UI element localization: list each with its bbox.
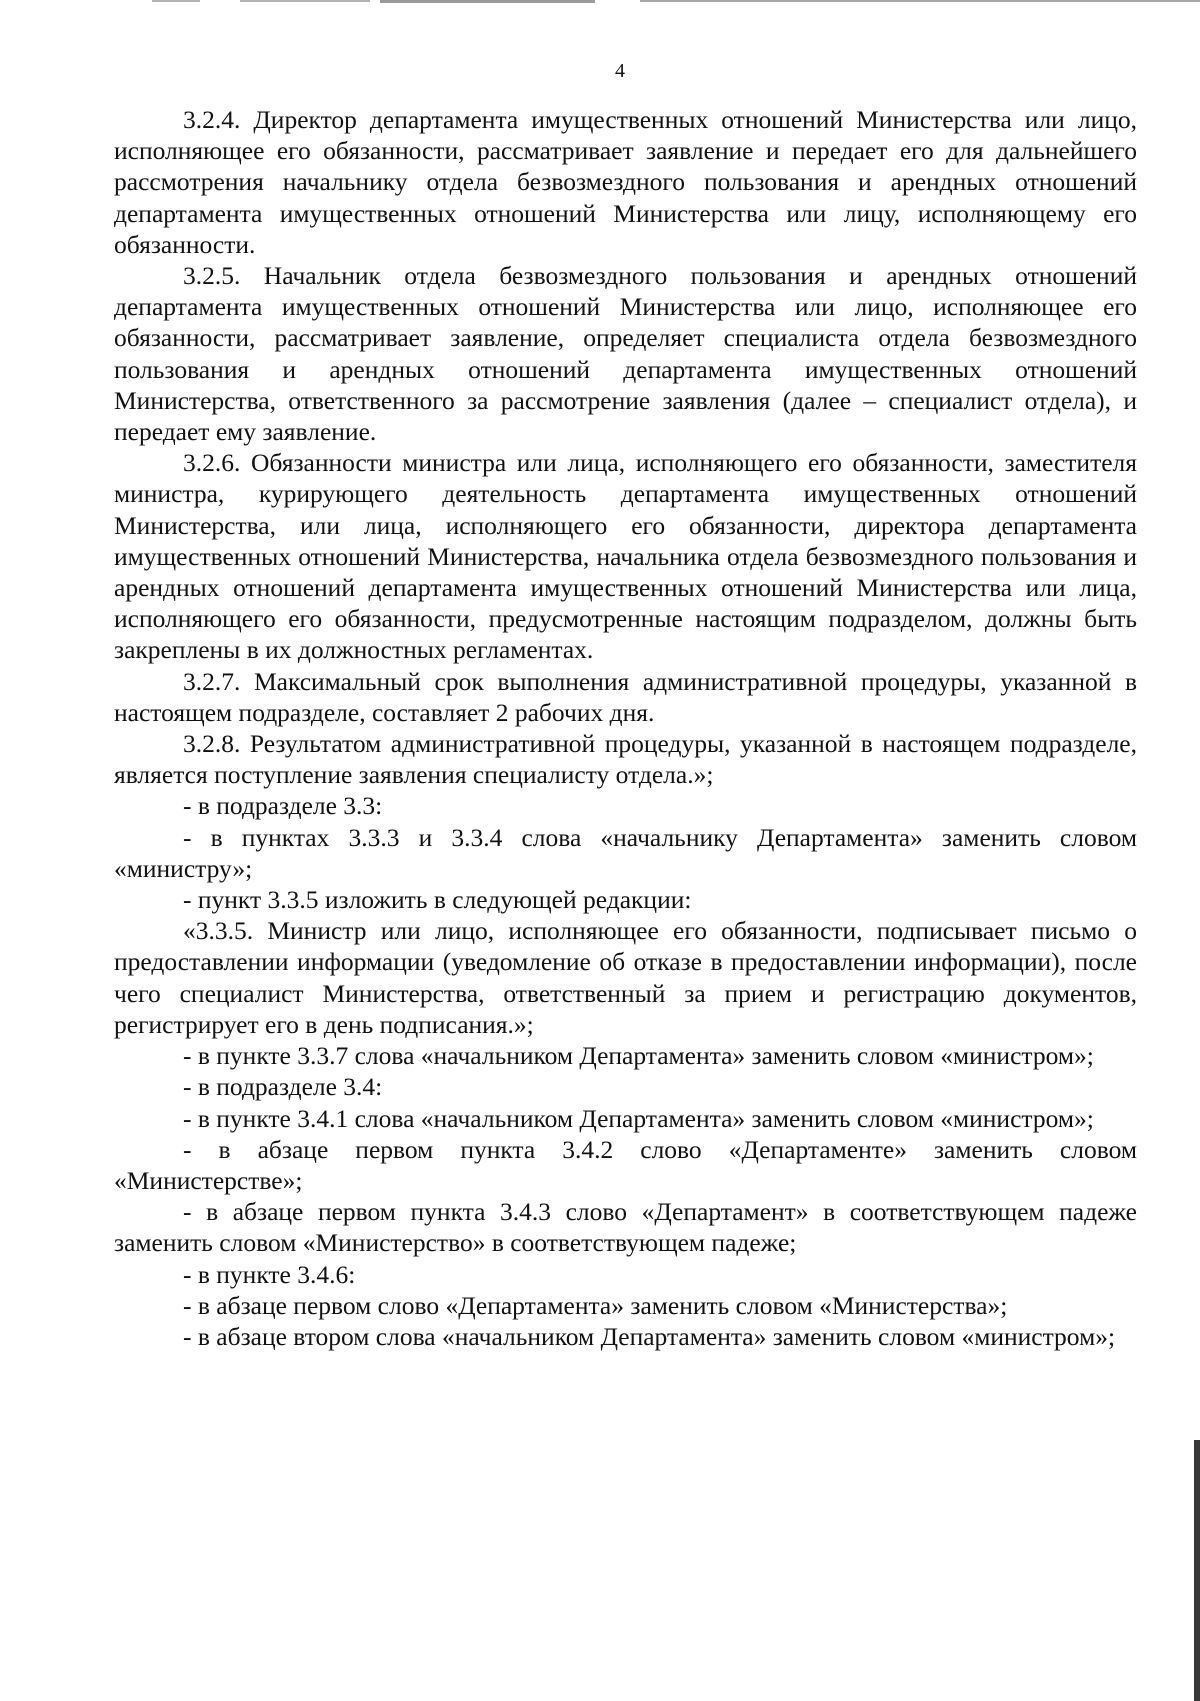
paragraph-3-2-4: 3.2.4. Директор департамента имущественных отношений Министерства или лицо, исполняющее его обязанности, рассматривает заявление и передает его для дальнейшего рассмотрения начальнику отдела безвозмездного пользования и арендных отношений департамента имущественных отношений Министерства или лицу, исполняющему его обязанности. <box>114 105 1137 259</box>
list-item-point-3-4-3: - в абзаце первом пункта 3.4.3 слово «Департамент» в соответствующем падеже заменить словом «Министерство» в соответствующем падеже; <box>114 1197 1137 1258</box>
list-item-subsection-3-3: - в подразделе 3.3: <box>183 791 383 821</box>
scan-top-edge-3 <box>380 0 595 3</box>
paragraph-3-2-5: 3.2.5. Начальник отдела безвозмездного пользования и арендных отношений департамента имущественных отношений Министерства или лицо, исполняющее его обязанности, рассматривает заявление, определяет специалиста отдела безвозмездного пользования и арендных отношений департамента имущественных отношений Министерства, ответственного за рассмотрение заявления (далее – специалист отдела), и передает ему заявление. <box>114 261 1137 447</box>
scan-right-edge <box>1194 1440 1200 1701</box>
scan-top-edge-2 <box>240 0 370 2</box>
paragraph-3-3-5-new-text: «3.3.5. Министр или лицо, исполняющее его обязанности, подписывает письмо о предоставлении информации (уведомление об отказе в предоставлении информации), после чего специалист Министерства, ответственный за прием и регистрацию документов, регистрирует его в день подписания.»; <box>114 916 1137 1039</box>
document-body <box>114 104 1137 1352</box>
paragraph-3-2-8: 3.2.8. Результатом административной процедуры, указанной в настоящем подразделе, является поступление заявления специалисту отдела.»; <box>114 729 1137 790</box>
page-number: 4 <box>615 60 625 82</box>
scan-top-edge-4 <box>640 0 1200 2</box>
list-item-point-3-3-7: - в пункте 3.3.7 слова «начальником Департамента» заменить словом «министром»; <box>183 1041 1094 1071</box>
list-item-points-3-3-3-3-3-4: - в пунктах 3.3.3 и 3.3.4 слова «начальнику Департамента» заменить словом «министру»; <box>114 822 1137 883</box>
list-item-3-4-6-paragraph-1: - в абзаце первом слово «Департамента» заменить словом «Министерства»; <box>183 1290 1008 1320</box>
list-item-point-3-4-2: - в абзаце первом пункта 3.4.2 слово «Департаменте» заменить словом «Министерстве»; <box>114 1134 1137 1195</box>
list-item-point-3-4-6: - в пункте 3.4.6: <box>183 1259 356 1289</box>
list-item-3-4-6-paragraph-2: - в абзаце втором слова «начальником Департамента» заменить словом «министром»; <box>183 1321 1116 1351</box>
paragraph-3-2-7: 3.2.7. Максимальный срок выполнения административной процедуры, указанной в настоящем подразделе, составляет 2 рабочих дня. <box>114 666 1137 727</box>
scan-top-edge-1 <box>152 0 200 2</box>
list-item-subsection-3-4: - в подразделе 3.4: <box>183 1072 383 1102</box>
list-item-point-3-3-5-intro: - пункт 3.3.5 изложить в следующей редакции: <box>183 885 692 915</box>
list-item-point-3-4-1: - в пункте 3.4.1 слова «начальником Департамента» заменить словом «министром»; <box>183 1103 1094 1133</box>
paragraph-3-2-6: 3.2.6. Обязанности министра или лица, исполняющего его обязанности, заместителя министра, курирующего деятельность департамента имущественных отношений Министерства, или лица, исполняющего его обязанности, директора департамента имущественных отношений Министерства, начальника отдела безвозмездного пользования и арендных отношений департамента имущественных отношений Министерства или лица, исполняющего его обязанности, предусмотренные настоящим подразделом, должны быть закреплены в их должностных регламентах. <box>114 448 1137 665</box>
